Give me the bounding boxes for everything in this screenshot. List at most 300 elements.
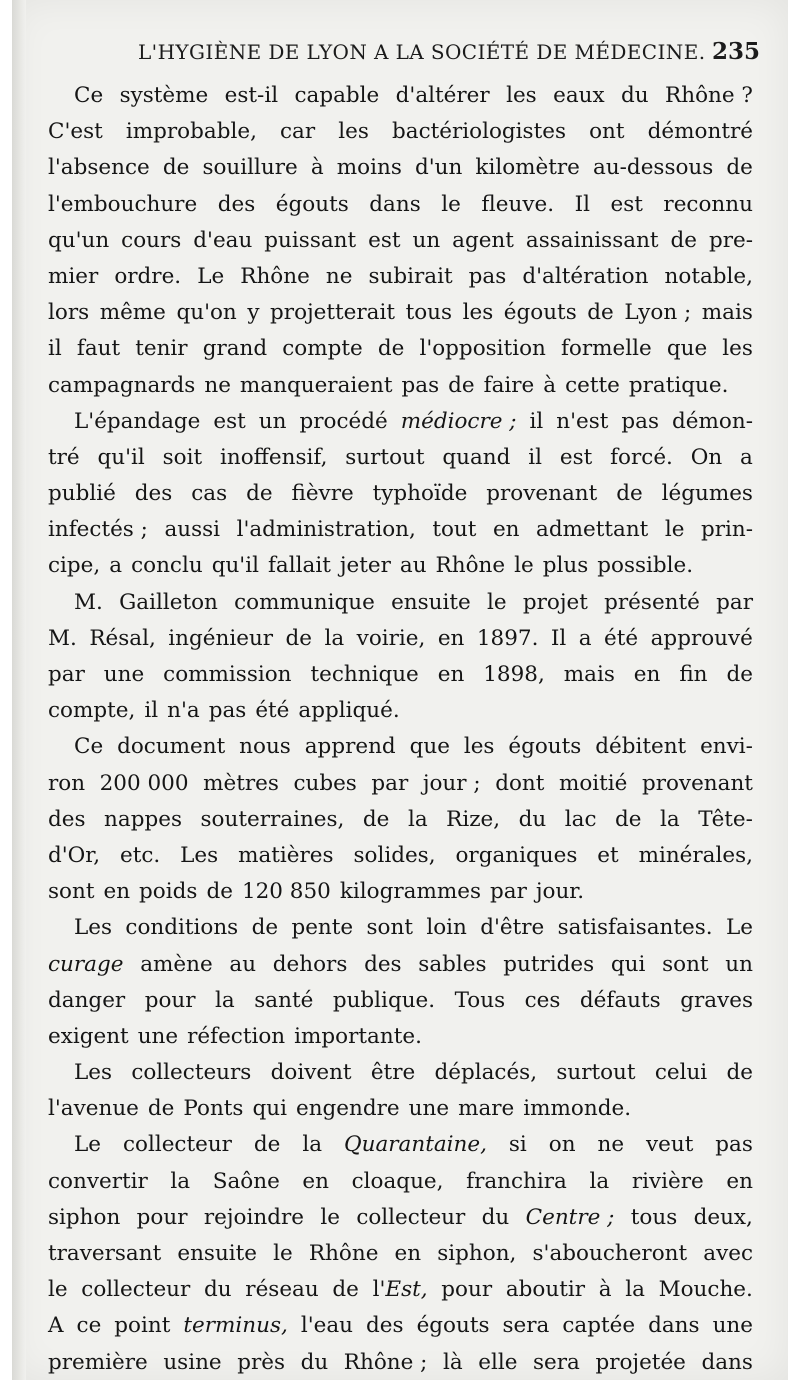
text-word: pre-	[708, 227, 753, 253]
text-word: été	[604, 625, 639, 651]
text-word: curage	[48, 951, 124, 977]
text-word: que	[666, 336, 708, 362]
text-word: un	[258, 408, 287, 434]
text-word: Les	[180, 842, 219, 868]
text-word: admettant	[536, 517, 649, 543]
page-edge-shadow	[12, 0, 26, 1380]
text-word: Tous	[454, 987, 506, 1013]
text-word: est-il	[224, 83, 279, 108]
text-word: souillure	[202, 155, 298, 181]
text-word: en	[103, 879, 131, 905]
text-word: Saône	[212, 1168, 280, 1194]
text-word: tout	[432, 517, 477, 543]
text-word: jour.	[535, 879, 585, 905]
text-word: infectés ;	[48, 517, 148, 543]
text-word: traversant	[48, 1241, 162, 1266]
text-word: il	[529, 408, 544, 434]
text-word: ne	[597, 1132, 625, 1158]
text-word: prin-	[700, 517, 753, 543]
text-word: été	[255, 698, 290, 724]
text-word: On	[690, 444, 723, 470]
text-word: captée	[562, 1313, 636, 1339]
text-word: Rhône	[308, 1241, 379, 1266]
text-word: y	[247, 300, 260, 326]
text-word: un	[725, 951, 753, 977]
text-word: Le	[725, 915, 753, 941]
text-word: égouts	[416, 1313, 490, 1339]
text-line	[48, 187, 753, 223]
text-word: au-dessous	[593, 155, 714, 181]
text-word: collecteurs	[131, 1060, 252, 1086]
text-word: voirie,	[356, 625, 426, 651]
text-word: capable	[294, 83, 380, 108]
text-word: collecteur	[122, 1132, 232, 1158]
text-word: Quarantaine,	[343, 1132, 487, 1158]
text-word: d'altération	[522, 263, 649, 289]
text-word: de	[253, 1132, 281, 1158]
text-word: les	[338, 119, 369, 145]
text-word: de	[251, 915, 279, 941]
text-word: danger	[48, 987, 126, 1013]
text-word: lors	[48, 300, 90, 326]
text-word: grand	[202, 336, 268, 362]
text-word: etc.	[119, 842, 161, 868]
text-word: là	[442, 1349, 463, 1375]
text-word: subirait	[368, 263, 453, 289]
text-word: d'altérer	[395, 83, 490, 108]
text-line	[48, 585, 753, 621]
text-line	[48, 259, 753, 295]
text-word: déplacés,	[434, 1060, 538, 1086]
text-word: en	[302, 1168, 329, 1194]
text-word: 120 850	[241, 879, 331, 905]
text-word: cipe,	[48, 553, 101, 579]
text-word: tré	[48, 444, 80, 470]
text-word: Ponts	[183, 1096, 244, 1122]
text-word: du	[518, 806, 547, 832]
text-word: franchira	[466, 1168, 567, 1194]
text-line	[48, 512, 753, 548]
text-word: est	[213, 408, 246, 434]
text-word: solides,	[353, 842, 436, 868]
text-word: Le	[74, 1132, 102, 1158]
text-line	[48, 331, 753, 367]
text-word: dans	[701, 1349, 753, 1375]
text-word: ingénieur	[168, 625, 274, 651]
text-word: ont	[589, 119, 625, 145]
text-word: veut	[646, 1132, 694, 1158]
text-word: ensuite	[177, 1241, 258, 1266]
text-word: par	[48, 662, 85, 687]
text-word: démon-	[672, 408, 753, 434]
text-word: des	[217, 191, 256, 217]
text-word: Rhône	[435, 553, 506, 579]
text-word: de	[726, 155, 753, 181]
text-word: Mouche.	[658, 1277, 753, 1303]
text-word: rivière	[631, 1168, 704, 1194]
text-word: de	[147, 1096, 175, 1122]
text-word: ces	[524, 987, 561, 1013]
text-word: ne	[204, 372, 231, 398]
text-word: Les	[74, 915, 113, 941]
text-word: M.	[74, 589, 103, 615]
text-word: une	[712, 1313, 753, 1339]
text-line	[48, 838, 753, 874]
text-word: aussi	[164, 517, 221, 543]
text-word: être	[370, 1060, 416, 1086]
text-word: mètres	[203, 770, 279, 796]
text-word: de	[587, 300, 614, 326]
text-word: kilomètre	[475, 155, 580, 181]
text-word: tenir	[135, 336, 188, 362]
text-line	[48, 1236, 753, 1272]
text-word: fallait	[267, 553, 331, 579]
text-line	[48, 1091, 753, 1127]
text-word: convertir	[48, 1168, 148, 1194]
running-title: L'HYGIÈNE DE LYON A LA SOCIÉTÉ DE MÉDECINE.	[138, 40, 706, 64]
text-word: du	[300, 1349, 329, 1375]
text-word: putrides	[503, 951, 595, 977]
text-word: du	[621, 83, 649, 108]
text-word: de	[162, 155, 190, 181]
text-word: Les	[74, 1060, 113, 1086]
text-word: provenant	[641, 770, 753, 796]
text-word: des	[366, 1313, 404, 1339]
text-word: satisfaisantes.	[557, 915, 713, 941]
text-word: eaux	[553, 83, 605, 108]
text-word: Rhône ?	[665, 83, 753, 108]
text-word: une	[137, 1023, 179, 1049]
text-word: siphon,	[437, 1241, 517, 1266]
text-word: de	[285, 625, 313, 651]
text-word: près	[237, 1349, 286, 1375]
text-word: nous	[239, 734, 291, 760]
text-word: mier	[48, 263, 99, 289]
text-line	[48, 983, 753, 1019]
text-word: par	[716, 589, 753, 615]
text-line	[48, 150, 753, 186]
text-word: pour	[441, 1277, 493, 1303]
text-word: 200 000	[99, 770, 189, 796]
text-word: compte	[282, 336, 363, 362]
text-word: formelle	[560, 336, 652, 362]
text-word: conditions	[125, 915, 239, 941]
text-word: elle	[478, 1349, 518, 1375]
text-word: égouts	[503, 300, 577, 326]
text-word: par	[371, 770, 409, 796]
text-word: Rhône ;	[343, 1349, 428, 1375]
text-word: l'embouchure	[48, 191, 198, 217]
text-word: tous	[630, 1204, 678, 1230]
text-fragment: l'	[372, 1277, 386, 1303]
text-word: apprend	[304, 734, 396, 760]
text-word: cette	[565, 372, 620, 398]
text-word: médiocre ;	[400, 408, 517, 434]
page-header	[138, 38, 772, 68]
text-line	[48, 947, 753, 983]
text-word: le	[664, 517, 685, 543]
text-word: qui	[252, 1096, 287, 1122]
text-word: qu'on	[176, 300, 237, 326]
text-word: surtout	[345, 444, 425, 470]
text-word: dehors	[272, 951, 348, 977]
text-word: ron	[48, 770, 86, 796]
text-word: les	[506, 83, 537, 108]
text-word: lac	[564, 806, 597, 832]
text-word: des	[48, 806, 86, 832]
text-line	[48, 1200, 753, 1236]
text-word: projetterait	[270, 300, 396, 326]
italic-fragment: Est,	[385, 1277, 428, 1303]
text-word: une	[103, 662, 145, 687]
text-line	[48, 874, 753, 910]
text-word: le	[514, 553, 534, 579]
text-word: des	[364, 951, 402, 977]
text-word: technique	[310, 662, 419, 687]
text-word: en	[492, 517, 520, 543]
text-word: pas	[621, 408, 660, 434]
text-word: matières	[238, 842, 334, 868]
text-word: 1898,	[483, 662, 545, 687]
text-word: doivent	[270, 1060, 352, 1086]
text-word: que	[409, 734, 450, 760]
text-word: mare	[458, 1096, 515, 1122]
text-word: point	[114, 1313, 171, 1339]
text-word: l'eau	[300, 1313, 354, 1339]
text-word: ne	[325, 263, 353, 289]
text-word: provenant	[486, 481, 598, 507]
text-word: cubes	[293, 770, 357, 796]
text-word: celui	[654, 1060, 708, 1086]
text-word: santé	[254, 987, 314, 1013]
text-word: si	[508, 1132, 527, 1158]
text-word: fleuve.	[481, 191, 555, 217]
text-word: compte,	[48, 698, 136, 724]
text-word: jour ;	[422, 770, 481, 796]
text-word: rejoindre	[203, 1204, 304, 1230]
text-line	[48, 1345, 753, 1381]
text-word: avec	[703, 1241, 753, 1266]
text-word: C'est	[48, 119, 103, 145]
text-word: qu'il	[211, 553, 259, 579]
text-word: la	[215, 987, 235, 1013]
text-line	[48, 223, 753, 259]
text-word: au	[399, 553, 427, 579]
text-word: pas	[468, 263, 507, 289]
text-word: deux,	[693, 1204, 753, 1230]
text-word: pour	[136, 1204, 188, 1230]
text-word: 1897.	[476, 625, 539, 651]
text-word: égouts	[508, 734, 582, 760]
text-word: de	[726, 1060, 753, 1086]
text-word: le	[320, 1204, 340, 1230]
text-word: la	[324, 625, 345, 651]
text-word: défauts	[579, 987, 661, 1013]
text-word: faire	[483, 372, 535, 398]
text-line	[48, 548, 753, 584]
text-word: cloaque,	[351, 1168, 444, 1194]
text-word: nappes	[104, 806, 182, 832]
text-word: moins	[336, 155, 402, 181]
text-word: présenté	[604, 589, 700, 615]
text-word: première	[48, 1349, 148, 1375]
text-word: sont	[366, 915, 413, 941]
text-word: ordre.	[114, 263, 182, 289]
text-word: d'être	[480, 915, 545, 941]
text-word: assainissant	[525, 227, 659, 253]
text-word: fièvre	[291, 481, 354, 507]
text-word: kilogrammes	[339, 879, 481, 905]
text-word: débitent	[595, 734, 687, 760]
text-word: notable,	[664, 263, 753, 289]
text-word: de	[615, 806, 642, 832]
text-word: conclu	[131, 553, 203, 579]
text-word: il	[48, 336, 62, 362]
text-word: qu'un	[48, 227, 110, 253]
text-word: en	[394, 1241, 422, 1266]
text-word: immonde.	[523, 1096, 632, 1122]
text-word: pente	[291, 915, 354, 941]
text-word: engendre	[295, 1096, 400, 1122]
text-word: collecteur	[356, 1204, 466, 1230]
text-word: la	[625, 1277, 645, 1303]
text-word: pour	[144, 987, 196, 1013]
text-word: Le	[197, 263, 225, 289]
text-word: les	[722, 336, 753, 362]
text-word: à	[543, 372, 557, 398]
text-word: publique.	[332, 987, 436, 1013]
text-word: Rize,	[446, 806, 501, 832]
text-word: envi-	[700, 734, 753, 760]
text-word: de	[448, 372, 475, 398]
text-word: légumes	[661, 481, 753, 507]
text-word: de	[377, 336, 405, 362]
text-word: les	[463, 734, 495, 760]
text-word: poids	[139, 879, 198, 905]
text-word: Centre ;	[525, 1204, 615, 1230]
text-word: manqueraient	[239, 372, 393, 398]
text-word: reconnu	[663, 191, 753, 217]
text-word: Lyon ;	[624, 300, 692, 326]
text-word: puissant	[264, 227, 357, 253]
text-word: faut	[76, 336, 121, 362]
text-word: collecteur	[81, 1277, 191, 1303]
text-word: démontré	[647, 119, 753, 145]
text-word: Tête-	[698, 806, 753, 832]
text-word: Résal,	[89, 625, 156, 651]
text-line	[48, 910, 753, 946]
text-word: dont	[495, 770, 545, 796]
text-word: projet	[522, 589, 588, 615]
text-word: dans	[648, 1313, 700, 1339]
text-word: organiques	[455, 842, 578, 868]
text-word: le	[273, 1241, 293, 1266]
text-word: graves	[680, 987, 753, 1013]
text-line	[48, 621, 753, 657]
text-line	[48, 368, 753, 404]
text-word: fin	[679, 662, 708, 687]
text-word: en	[437, 625, 465, 651]
text-word: de	[362, 806, 390, 832]
text-word: a	[578, 625, 592, 651]
text-line	[48, 404, 753, 440]
text-line	[48, 295, 753, 331]
text-word: un	[412, 227, 441, 253]
text-word: publié	[48, 481, 116, 507]
text-word: du	[203, 1277, 232, 1303]
text-word: aboutir	[505, 1277, 585, 1303]
text-word: Rhône	[240, 263, 310, 289]
text-word: document	[117, 734, 226, 760]
text-word: qu'il	[97, 444, 145, 470]
text-word: de	[206, 879, 233, 905]
text-line	[48, 1164, 753, 1200]
text-word: cours	[121, 227, 182, 253]
text-line	[48, 729, 753, 765]
text-word: terminus,	[183, 1313, 288, 1339]
text-word: une	[408, 1096, 450, 1122]
text-word: amène	[140, 951, 213, 977]
text-line	[48, 657, 753, 693]
text-word: importante.	[294, 1023, 422, 1049]
text-word: n'a	[167, 698, 200, 724]
text-word: réseau	[245, 1277, 319, 1303]
text-word: on	[548, 1132, 576, 1158]
text-word: la	[302, 1132, 323, 1158]
text-word: car	[280, 119, 316, 145]
text-word: a	[740, 444, 753, 470]
text-word: pas	[715, 1132, 753, 1158]
text-word: surtout	[556, 1060, 636, 1086]
text-word: ensuite	[391, 589, 471, 615]
text-word: procédé	[299, 408, 388, 434]
text-word: d'Or,	[48, 842, 101, 868]
text-word: souterraines,	[200, 806, 345, 832]
text-word: plus	[542, 553, 589, 579]
text-word: jeter	[339, 553, 391, 579]
text-word: L'épandage	[74, 408, 201, 434]
text-word: le	[48, 1277, 68, 1303]
text-word: loin	[426, 915, 467, 941]
text-word: sables	[418, 951, 487, 977]
text-word: Il	[550, 625, 567, 651]
text-word: et	[597, 842, 619, 868]
text-word: pas	[401, 372, 440, 398]
text-word: mais	[563, 662, 615, 687]
text-word: Ce	[74, 83, 104, 108]
text-word: moitié	[558, 770, 628, 796]
text-line	[48, 78, 753, 114]
text-line	[48, 766, 753, 802]
text-word: par	[489, 879, 527, 905]
text-word: réfection	[187, 1023, 286, 1049]
text-line	[48, 693, 753, 729]
text-word: les	[462, 300, 494, 326]
text-word: l'opposition	[419, 336, 546, 362]
text-word: d'un	[414, 155, 463, 181]
text-word: de	[616, 481, 643, 507]
text-word: inoffensif,	[219, 444, 328, 470]
page-number: 235	[711, 38, 760, 65]
text-word: usine	[163, 1349, 222, 1375]
text-word: de	[332, 1277, 359, 1303]
text-word: pratique.	[628, 372, 729, 398]
text-word: bactériologistes	[392, 119, 566, 145]
text-word: est	[368, 227, 401, 253]
text-word: système	[119, 83, 209, 108]
text-line	[48, 476, 753, 512]
text-word: minérales,	[638, 842, 753, 868]
